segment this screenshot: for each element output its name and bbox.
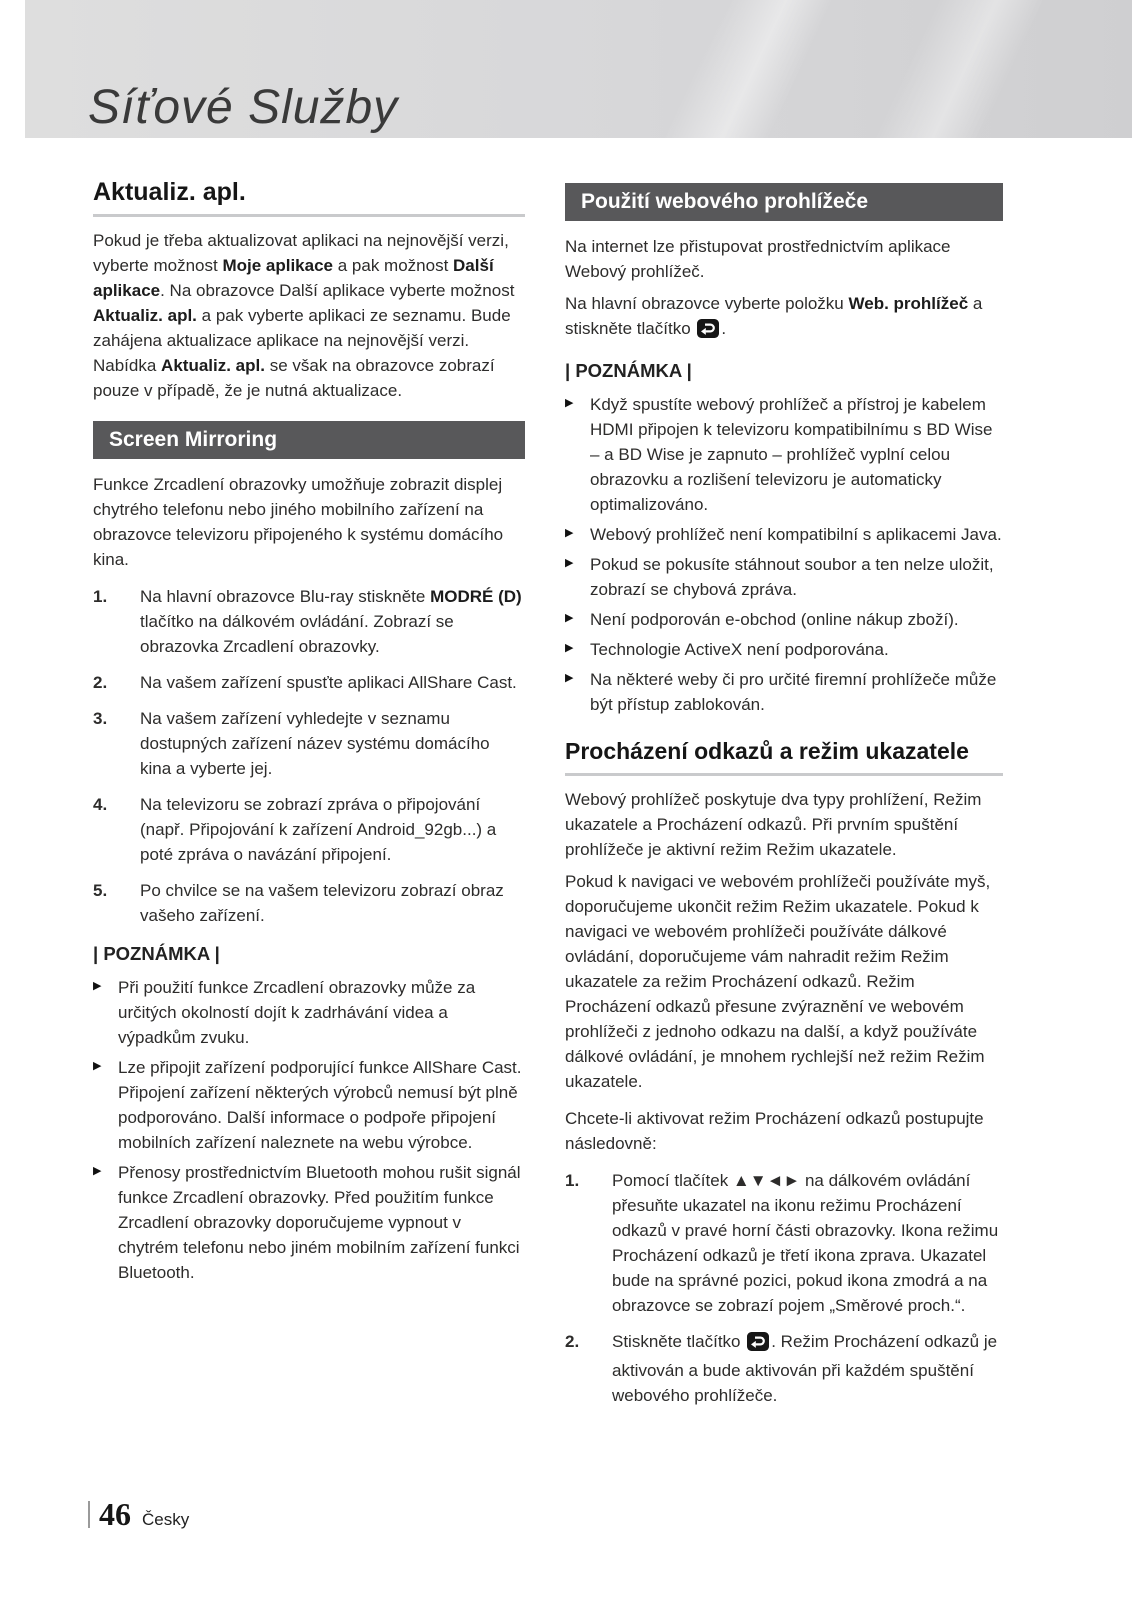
step-text: Po chvilce se na vašem televizoru zobrazí obraz vašeho zařízení. xyxy=(140,881,504,925)
bullet-arrow-icon: ▶ xyxy=(93,980,102,992)
paragraph-text: Na hlavní obrazovce vyberte položku Web. prohlížeč a stiskněte tlačítko xyxy=(565,294,983,338)
page-footer xyxy=(88,1496,189,1533)
note-text: Technologie ActiveX není podporována. xyxy=(590,640,889,659)
note-item xyxy=(93,975,525,1050)
paragraph-text: . xyxy=(721,319,727,338)
bullet-arrow-icon: ▶ xyxy=(565,642,574,654)
step-text xyxy=(612,1329,1003,1408)
step-number: 2. xyxy=(93,673,108,692)
step-number: 1. xyxy=(565,1171,580,1190)
step-text-pre: Stiskněte tlačítko xyxy=(612,1332,746,1351)
note-item xyxy=(565,637,1003,662)
bullet-arrow-icon: ▶ xyxy=(93,1060,102,1072)
note-text: Pokud se pokusíte stáhnout soubor a ten nelze uložit, zobrazí se chybová zpráva. xyxy=(590,555,994,599)
step-number: 4. xyxy=(93,795,108,814)
step-number: 3. xyxy=(93,709,108,728)
note-label: | POZNÁMKA | xyxy=(565,360,692,381)
page-banner xyxy=(25,0,1132,138)
note-item xyxy=(93,1160,525,1285)
page-number: 46 xyxy=(99,1496,131,1532)
step-item xyxy=(93,706,525,781)
update-apps-paragraph: Pokud je třeba aktualizovat aplikaci na nejnovější verzi, vyberte možnost Moje aplikace a pak možnost Další aplikace. Na obrazovce Další aplikace vyberte možnost Aktualiz. apl. a pak vyberte aplikaci ze seznamu. Bude zahájena aktualizace aplikace na nejnovější verzi. Nabídka Aktualiz. apl. se však na obrazovce zobrazí pouze v případě, že je nutná aktualizace. xyxy=(93,231,515,400)
footer-divider xyxy=(88,1501,90,1528)
note-item xyxy=(565,392,1003,517)
left-column xyxy=(93,178,525,1290)
note-text: Když spustíte webový prohlížeč a přístroj je kabelem HDMI připojen k televizoru kompatibilnímu s BD Wise – a BD Wise je zapnuto – prohlížeč vyplní celou obrazovku a rozlišení televizoru je automaticky optimalizováno. xyxy=(590,395,993,514)
bullet-arrow-icon: ▶ xyxy=(565,397,574,409)
step-item xyxy=(565,1329,1003,1408)
heading-link-browsing: Procházení odkazů a režim ukazatele xyxy=(565,738,969,764)
note-text: Webový prohlížeč není kompatibilní s aplikacemi Java. xyxy=(590,525,1002,544)
link-browsing-paragraph-1: Webový prohlížeč poskytuje dva typy prohlížení, Režim ukazatele a Procházení odkazů. Při prvním spuštění prohlížeče je aktivní režim Režim ukazatele. xyxy=(565,790,982,859)
link-browsing-paragraph-2: Pokud k navigaci ve webovém prohlížeči používáte myš, doporučujeme ukončit režim Režim ukazatele. Pokud k navigaci ve webovém prohlížeči používáte dálkové ovládání, doporučujeme vám nahradit režim Režim ukazatele za režim Procházení odkazů. Režim Procházení odkazů přesune zvýraznění ve webovém prohlížeči z jednoho odkazu na další, a když používáte dálkové ovládání, je mnohem rychlejší než režim Režim ukazatele. xyxy=(565,872,991,1091)
heading-rule xyxy=(93,214,525,217)
enter-button-icon xyxy=(697,319,719,345)
note-item xyxy=(565,607,1003,632)
section-bar-screen-mirroring: Screen Mirroring xyxy=(93,421,525,459)
enter-button-icon xyxy=(747,1332,769,1358)
web-browser-paragraph-1: Na internet lze přistupovat prostřednictvím aplikace Webový prohlížeč. xyxy=(565,237,951,281)
step-number: 1. xyxy=(93,587,108,606)
note-item xyxy=(565,522,1003,547)
note-text: Na některé weby či pro určité firemní prohlížeče může být přístup zablokován. xyxy=(590,670,997,714)
right-column xyxy=(565,183,1003,1419)
screen-mirroring-intro: Funkce Zrcadlení obrazovky umožňuje zobrazit displej chytrého telefonu nebo jiného mobilního zařízení na obrazovce televizoru připojeného k systému domácího kina. xyxy=(93,475,504,569)
section-bar-web-browser: Použití webového prohlížeče xyxy=(565,183,1003,221)
bullet-arrow-icon: ▶ xyxy=(565,672,574,684)
step-text-post: . Režim Procházení odkazů je aktivován a bude aktivován při každém spuštění webového prohlížeče. xyxy=(612,1332,998,1405)
step-item xyxy=(93,792,525,867)
note-text: Přenosy prostřednictvím Bluetooth mohou rušit signál funkce Zrcadlení obrazovky. Před použitím funkce Zrcadlení obrazovky doporučujeme vypnout v chytrém telefonu nebo jiném mobilním zařízení funkci Bluetooth. xyxy=(118,1163,521,1282)
step-item xyxy=(93,584,525,659)
note-item xyxy=(93,1055,525,1155)
step-text: Na televizoru se zobrazí zpráva o připojování (např. Připojování k zařízení Android_92gb...) a poté zpráva o navázání připojení. xyxy=(140,795,497,864)
note-text: Není podporován e-obchod (online nákup zboží). xyxy=(590,610,959,629)
note-text: Lze připojit zařízení podporující funkce AllShare Cast. Připojení zařízení některých výrobců nemusí být plně podporováno. Další informace o podpoře připojení mobilních zařízení naleznete na webu výrobce. xyxy=(118,1058,522,1152)
step-text: Na hlavní obrazovce Blu-ray stiskněte MODRÉ (D) tlačítko na dálkovém ovládání. Zobrazí se obrazovka Zrcadlení obrazovky. xyxy=(140,587,522,656)
step-number: 2. xyxy=(565,1332,580,1351)
bullet-arrow-icon: ▶ xyxy=(93,1165,102,1177)
bullet-arrow-icon: ▶ xyxy=(565,557,574,569)
link-browsing-paragraph-3: Chcete-li aktivovat režim Procházení odkazů postupujte následovně: xyxy=(565,1109,984,1153)
note-item xyxy=(565,552,1003,602)
link-browsing-steps xyxy=(565,1168,1003,1408)
web-browser-notes xyxy=(565,392,1003,717)
screen-mirroring-notes xyxy=(93,975,525,1285)
step-item xyxy=(93,670,525,695)
screen-mirroring-steps xyxy=(93,584,525,928)
note-label: | POZNÁMKA | xyxy=(93,943,220,964)
heading-update-apps: Aktualiz. apl. xyxy=(93,178,246,206)
step-text: Pomocí tlačítek ▲▼◄► na dálkovém ovládání přesuňte ukazatel na ikonu režimu Procházení odkazů v pravé horní části obrazovky. Ikona režimu Procházení odkazů je třetí ikona zprava. Ukazatel bude na správné pozici, pokud ikona zmodrá a na obrazovce se zobrazí pojem „Směrové proch.“. xyxy=(612,1171,999,1315)
page-title: Síťové Služby xyxy=(88,81,399,134)
step-item xyxy=(565,1168,1003,1318)
bullet-arrow-icon: ▶ xyxy=(565,527,574,539)
step-text: Na vašem zařízení spusťte aplikaci AllShare Cast. xyxy=(140,673,517,692)
bullet-arrow-icon: ▶ xyxy=(565,612,574,624)
heading-rule xyxy=(565,773,1003,776)
note-text: Při použití funkce Zrcadlení obrazovky může za určitých okolností dojít k zadrhávání videa a výpadkům zvuku. xyxy=(118,978,476,1047)
web-browser-paragraph-2 xyxy=(565,291,1003,345)
step-number: 5. xyxy=(93,881,108,900)
step-text: Na vašem zařízení vyhledejte v seznamu dostupných zařízení název systému domácího kina a vyberte jej. xyxy=(140,709,490,778)
step-item xyxy=(93,878,525,928)
page-language: Česky xyxy=(142,1510,190,1529)
note-item xyxy=(565,667,1003,717)
